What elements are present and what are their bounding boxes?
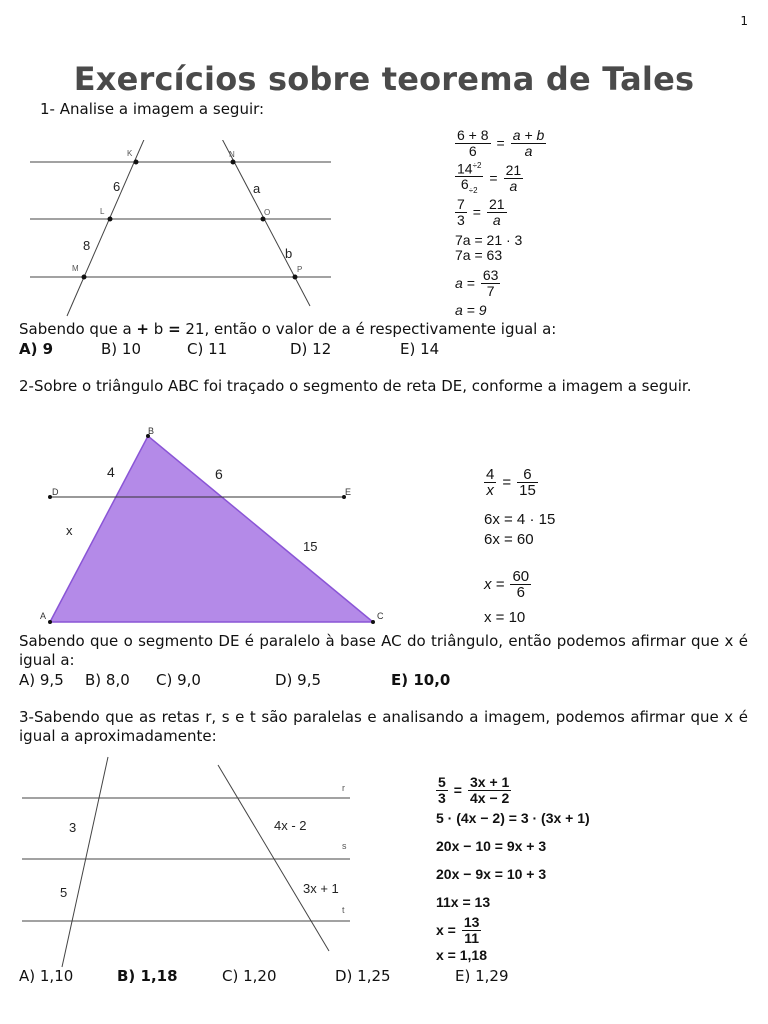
q1-f3-den: 3	[457, 211, 465, 228]
q1-f2-eq: =	[489, 170, 498, 186]
q1-number: 1-	[40, 100, 55, 118]
q1-statement	[19, 320, 749, 339]
label-e: E	[345, 487, 352, 497]
q3-figure	[20, 755, 360, 970]
q2-prompt: 2-Sobre o triângulo ABC foi traçado o segmento de reta DE, conforme a imagem a seguir.	[19, 377, 692, 395]
q1-statement-part-c: 21, então o valor de a é respectivamente igual a:	[180, 320, 557, 338]
q1-line-7: a = 9	[455, 302, 487, 318]
q3-option-c[interactable]: C) 1,20	[222, 967, 277, 985]
q3-line-2: 5 · (4x − 2) = 3 · (3x + 1)	[436, 810, 590, 826]
q1-equals-sign: =	[168, 320, 181, 338]
q3-f6-den: 11	[464, 929, 480, 946]
q2-figure	[30, 422, 400, 632]
q2-solution	[484, 462, 634, 626]
label-r: r	[342, 783, 345, 793]
q2-line-2: 6x = 4 · 15	[484, 511, 556, 528]
q3-f6-lhs: x =	[436, 922, 456, 938]
q1-prompt	[40, 100, 264, 119]
point-o	[261, 217, 266, 222]
q3-option-a[interactable]: A) 1,10	[19, 967, 74, 985]
q1-f6-den: 7	[486, 282, 495, 299]
page-number: 1	[740, 14, 748, 28]
q1-transversal-1	[67, 140, 146, 316]
q1-transversal-2	[220, 140, 310, 306]
q1-option-a[interactable]: A) 9	[19, 340, 54, 358]
segment-4x-2-length: 4x - 2	[274, 818, 307, 833]
q2-line-5: x = 10	[484, 609, 526, 626]
q3-f1r-den: 4x − 2	[469, 789, 510, 806]
q2-option-a[interactable]: A) 9,5	[19, 671, 64, 689]
segment-5-length: 5	[60, 885, 68, 900]
q3-solution	[436, 774, 686, 962]
point-n	[231, 160, 236, 165]
q3-option-e[interactable]: E) 1,29	[455, 967, 509, 985]
q2-option-b[interactable]: B) 8,0	[85, 671, 130, 689]
q3-transversal-2	[218, 765, 329, 951]
q1-f1r-den: a	[524, 142, 533, 159]
label-n: N	[229, 150, 235, 159]
q1-option-d[interactable]: D) 12	[290, 340, 332, 358]
q3-line-4: 20x − 9x = 10 + 3	[436, 866, 547, 882]
q3-f1-num: 5	[438, 773, 446, 790]
q1-statement-part-a: Sabendo que a	[19, 320, 137, 338]
q2-option-e[interactable]: E) 10,0	[391, 671, 451, 689]
q3-f1-eq: =	[453, 782, 462, 798]
q1-f3r-num: 21	[488, 195, 505, 212]
q1-f3r-den: a	[492, 211, 501, 228]
segment-no-length: a	[253, 181, 261, 196]
q2-line-3: 6x = 60	[484, 531, 534, 548]
q2-f1r-den: 15	[519, 481, 536, 499]
segment-ec-length: 15	[303, 539, 318, 554]
label-l: L	[100, 207, 105, 216]
q1-f1-eq: =	[496, 135, 505, 151]
q2-statement: Sabendo que o segmento DE é paralelo à base AC do triângulo, então podemos afirmar que x é igual a:	[19, 632, 748, 669]
q3-transversal-1	[62, 757, 108, 967]
q3-line-7: x = 1,18	[436, 947, 487, 963]
label-k: K	[127, 149, 133, 158]
q3-f1r-num: 3x + 1	[469, 773, 510, 790]
label-m: M	[72, 264, 79, 273]
q2-f4-lhs: x =	[484, 575, 505, 593]
q1-f2r-num: 21	[505, 161, 522, 178]
q1-f2-den: 6	[460, 176, 469, 193]
triangle-abc	[50, 436, 373, 622]
q2-f1-den: x	[486, 481, 494, 499]
point-m	[82, 275, 87, 280]
segment-be-length: 6	[215, 466, 223, 482]
q1-f6-num: 63	[482, 266, 499, 283]
segment-da-length: x	[66, 523, 73, 538]
label-o: O	[264, 208, 271, 217]
point-a	[48, 620, 52, 624]
q1-f2-num: 14	[457, 160, 473, 177]
q3-option-b[interactable]: B) 1,18	[117, 967, 178, 985]
label-p: P	[297, 265, 303, 274]
point-k	[134, 160, 139, 165]
q1-option-b[interactable]: B) 10	[101, 340, 141, 358]
point-c	[371, 620, 375, 624]
q1-f3-eq: =	[472, 204, 481, 220]
q1-plus-sign: +	[136, 320, 149, 338]
q1-line-4: 7a = 21 · 3	[455, 232, 523, 248]
q2-option-c[interactable]: C) 9,0	[156, 671, 201, 689]
q2-f1-num: 4	[486, 465, 495, 483]
q1-f2-den-sub: ÷2	[468, 186, 478, 196]
segment-kl-length: 6	[113, 179, 121, 194]
q2-f1r-num: 6	[517, 467, 538, 483]
q1-option-c[interactable]: C) 11	[187, 340, 228, 358]
page-title: Exercícios sobre teorema de Tales	[73, 60, 695, 98]
q1-prompt-text: Analise a imagem a seguir:	[59, 100, 265, 118]
q1-option-e[interactable]: E) 14	[400, 340, 440, 358]
q3-option-d[interactable]: D) 1,25	[335, 967, 391, 985]
q2-option-d[interactable]: D) 9,5	[275, 671, 322, 689]
q3-f6-num: 13	[463, 913, 480, 930]
q2-f4-den: 6	[516, 583, 525, 601]
q1-f6-lhs: a =	[455, 275, 475, 291]
segment-op-length: b	[285, 246, 293, 261]
point-l	[108, 217, 113, 222]
q1-f3-num: 7	[457, 195, 465, 212]
q1-f1-den: 6	[468, 142, 477, 159]
label-b: B	[148, 426, 155, 436]
q1-f1-num: 6 + 8	[457, 126, 489, 143]
q3-prompt: 3-Sabendo que as retas r, s e t são paralelas e analisando a imagem, podemos afirmar que x é igual a aproximadamente:	[19, 708, 748, 745]
q2-f4-num: 60	[512, 567, 530, 585]
label-t: t	[342, 905, 345, 915]
label-c: C	[377, 611, 384, 621]
label-d: D	[52, 487, 59, 497]
point-p	[293, 275, 298, 280]
q3-f1-den: 3	[438, 789, 446, 806]
q1-f1r-num: a + b	[512, 126, 545, 143]
q3-line-5: 11x = 13	[436, 894, 491, 910]
q1-statement-part-b: b	[149, 320, 169, 338]
q1-figure	[20, 140, 340, 320]
q1-f2r-den: a	[509, 177, 518, 194]
q1-f2-num-sub: ÷2	[472, 160, 482, 170]
segment-lm-length: 8	[83, 238, 91, 253]
q2-f1-eq: =	[502, 473, 512, 491]
q1-solution	[455, 127, 615, 317]
segment-3x+1-length: 3x + 1	[303, 881, 339, 896]
label-a: A	[40, 611, 47, 621]
q3-line-3: 20x − 10 = 9x + 3	[436, 838, 547, 854]
segment-bd-length: 4	[107, 464, 115, 480]
label-s: s	[342, 841, 347, 851]
segment-3-length: 3	[69, 820, 77, 835]
q1-line-5: 7a = 63	[455, 247, 503, 263]
